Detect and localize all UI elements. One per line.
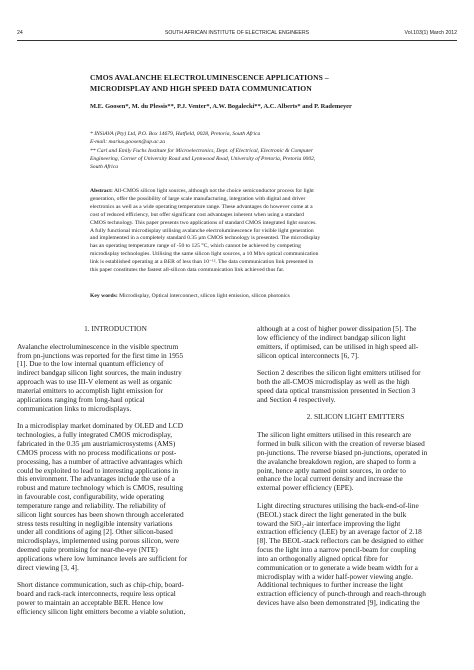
abstract-line: cost of reduced efficiency, but offer significant cost advantages inherent when using a standard [90, 211, 305, 218]
abstract-line: this paper constitutes the fastest all-silicon data communication link achieved thus far. [90, 267, 285, 274]
body-line: indirect bandgap silicon light sources, the main industry [17, 368, 182, 378]
body-line: could be exploited to lead to interesting applications in [17, 465, 179, 475]
abstract-line: CMOS technology. This paper presents two applications of standard CMOS integrated light sources. [90, 219, 317, 226]
body-line: deemed quite promising for near-the-eye (NTE) [17, 545, 158, 555]
right-column [257, 325, 454, 608]
body-line: material emitters to accomplish light emission for [17, 385, 164, 395]
body-line: in favourable cost, configurability, wide operating [17, 492, 164, 502]
body-line: (BEOL) stack direct the light generated in the bulk [257, 509, 407, 519]
body-line: toward the SiO₂-air interface improving the light [257, 518, 401, 528]
body-line: speed data optical transmission presented in Section 3 [257, 385, 416, 395]
body-line: silicon light sources has been shown through accelerated [17, 509, 184, 519]
body-line: stress tests resulting in negligible intensity variations [17, 518, 173, 528]
abstract-line: has an operating temperature range of -50 to 125 °C, which cannot be achieved by competing [90, 243, 301, 250]
abstract-line: generation, offer the possibility of large scale manufacturing, integration with digital and driver [90, 195, 306, 202]
body-line: Section 2 describes the silicon light emitters utilised for [257, 368, 421, 378]
body-line: focus the light into a narrow pencil-beam for coupling [257, 545, 417, 555]
section-heading-silicon-light-emitters: 2. SILICON LIGHT EMITTERS [306, 412, 405, 422]
body-line: from pn-junctions was reported for the first time in 1955 [17, 350, 184, 360]
body-line: fabricated in the 0.35 μm austriamicrosystems (AMS) [17, 438, 176, 448]
body-line: extraction efficiency of punch-through and reach-through [257, 589, 426, 599]
abstract-label: Abstract: [90, 188, 113, 194]
email-line: E-mail: marius.goosen@up.ac.za [90, 139, 166, 146]
body-line: power to maintain an acceptable BER. Hence low [17, 598, 164, 608]
body-line: Short distance communication, such as chip-chip, board- [17, 580, 184, 590]
body-line: microdisplays, implemented using porous silicon, were [17, 536, 180, 546]
body-line: In a microdisplay market dominated by OLED and LCD [17, 421, 184, 431]
body-line: microdisplay with a wider half-power viewing angle. [257, 571, 414, 581]
title-line: MICRODISPLAY AND HIGH SPEED DATA COMMUNICATION [90, 84, 312, 93]
body-line: Additional techniques to further increase the light [257, 580, 404, 590]
keywords-label: Key words: [90, 293, 118, 299]
left-column [17, 325, 214, 617]
body-line: external power efficiency (EPE). [257, 483, 354, 493]
body-line: robust and mature technology which is CMOS, resulting [17, 483, 184, 493]
affiliation-line: * INSiAVA (Pty) Ltd, P.O. Box 14679, Hatfield, 0028, Pretoria, South Africa [90, 131, 261, 137]
title-line: CMOS AVALANCHE ELECTROLUMINESCENCE APPLICATIONS – [90, 73, 329, 82]
body-line: communication links to microdisplays. [17, 403, 132, 413]
author-list: M.E. Goosen*, M. du Plessis**, P.J. Venter*, A.W. Bogalecki**, A.C. Alberts* and P. Rademeyer [90, 103, 352, 110]
paper-title [90, 72, 390, 94]
affiliation-line: ** Carl and Emily Fuchs Institute for Microelectronics, Dept. of Electrical, Electronic & Computer [90, 147, 314, 154]
body-line: both the all-CMOS microdisplay as well as the high [257, 377, 410, 387]
page-number: 24 [17, 30, 23, 36]
body-line: board and rack-rack interconnects, require less optical [17, 589, 176, 599]
body-line: although at a cost of higher power dissipation [5]. The [257, 324, 417, 333]
header-rule [17, 40, 457, 41]
body-line: enhance the local current density and increase the [257, 474, 403, 484]
body-line: emitters, if optimised, can be utilised in high speed all- [257, 341, 419, 351]
body-line: under all conditions of aging [2]. Other silicon-based [17, 527, 173, 537]
affiliation-line: South Africa [90, 164, 119, 171]
body-line: technologies, a fully integrated CMOS microdisplay, [17, 430, 173, 440]
journal-name: SOUTH AFRICAN INSTITUTE OF ELECTRICAL ENGINEERS [164, 30, 310, 36]
running-header [17, 30, 457, 40]
body-line: pn-junctions. The reverse biased pn-junctions, operated in [257, 447, 428, 457]
body-line: devices have also been demonstrated [9], indicating the [257, 598, 420, 608]
body-line: [1]. Due to the low internal quantum efficiency of [17, 359, 164, 369]
abstract-line: A fully functional microdisplay utilising avalanche electroluminescence for visible light generation [90, 227, 314, 234]
body-line: formed in bulk silicon with the creation of reverse biased [257, 438, 425, 448]
body-line: approach was to use III-V element as well as organic [17, 377, 173, 387]
abstract-line: and implemented in a completely standard 0.35 μm CMOS technology is presented. The microdisplay [90, 235, 321, 242]
section-heading-introduction: 1. INTRODUCTION [84, 324, 147, 333]
abstract-line: All-CMOS silicon light sources, although not the choice semiconductor process for light [112, 188, 314, 194]
body-line: applications ranging from long-haul optical [17, 394, 145, 404]
body-line: efficiency silicon light emitters become a viable solution, [17, 607, 186, 616]
body-line: this environment. The advantages include the use of a [17, 474, 175, 484]
affiliation-line: Engineering, Corner of University Road and Lynnwood Road, University of Pretoria, Pretoria 0002, [90, 155, 316, 162]
abstract-line: microdisplay technologies. Utilising the same silicon light sources, a 10 Mb/s optical communication [90, 251, 319, 258]
abstract-line: electronics as well as a wide operating temperature range. These advantages do however come at a [90, 203, 313, 210]
keywords [90, 293, 392, 299]
body-line: Avalanche electroluminescence in the visible spectrum [17, 341, 179, 351]
body-line: Light directing structures utilising the back-end-of-line [257, 500, 419, 510]
body-line: direct viewing [3, 4]. [17, 562, 79, 572]
body-line: silicon optical interconnects [6, 7]. [257, 350, 359, 360]
body-line: and Section 4 respectively. [257, 394, 336, 404]
abstract [90, 188, 392, 275]
body-line: low efficiency of the indirect bandgap silicon light [257, 332, 406, 342]
volume-info: Vol.103(1) March 2012 [404, 30, 457, 36]
body-line: the avalanche breakdown region, are shaped to form a [257, 456, 416, 466]
body-line: applications where low luminance levels are sufficient for [17, 553, 188, 563]
body-line: point, hence aptly named point sources, in order to [257, 465, 406, 475]
body-line: processing, has a number of attractive advantages which [17, 456, 183, 466]
abstract-line: link is established operating at a BER of less than 10⁻¹². The data communication link presented in [90, 259, 314, 266]
body-line: extraction efficiency (LEE) by an average factor of 2.18 [257, 527, 422, 537]
affiliations [90, 130, 390, 171]
keywords-text: Microdisplay, Optical interconnect, silicon light emission, silicon photonics [117, 293, 290, 299]
body-line: into an orthogonally aligned optical fibre for [257, 553, 388, 563]
body-line: [8]. The BEOL-stack reflectors can be designed to either [257, 536, 424, 546]
body-line: communication or to generate a wide beam width for a [257, 562, 418, 572]
body-line: CMOS process with no process modifications or post- [17, 447, 177, 457]
body-line: temperature range and reliability. The reliability of [17, 500, 166, 510]
body-line: The silicon light emitters utilised in this research are [257, 430, 412, 440]
